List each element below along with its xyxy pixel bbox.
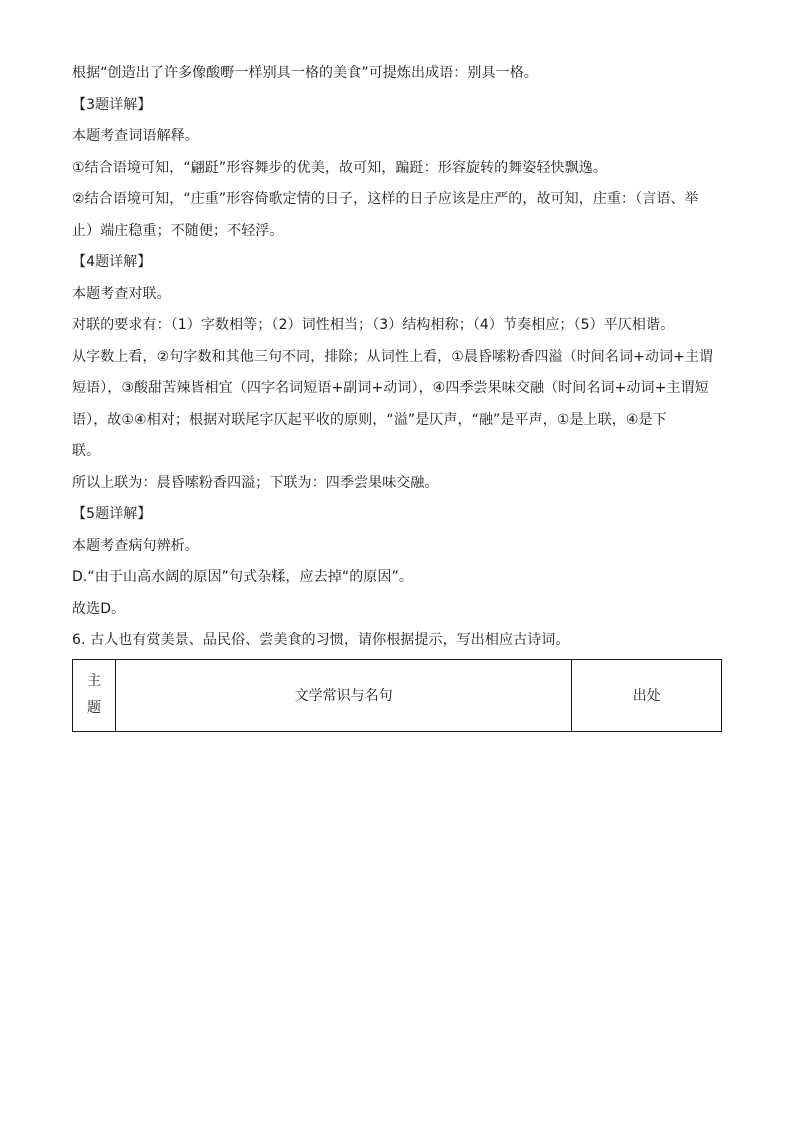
text-line-8: 本题考查对联。 bbox=[72, 285, 171, 302]
knowledge-header-cell: 文学常识与名句 bbox=[115, 659, 572, 731]
text-line-4: ①结合语境可知，“翩跹”形容舞步的优美，故可知，蹁跹：形容旋转的舞姿轻快飘逸。 bbox=[72, 159, 607, 176]
text-line-9: 对联的要求有：（1）字数相等；（2）词性相当；（3）结构相称；（4）节奏相应；（5）平仄相谐。 bbox=[72, 317, 675, 333]
poetry-table bbox=[72, 659, 722, 732]
theme-header-char-1: 主 bbox=[86, 673, 101, 689]
question-6-prompt: 6. 古人也有赏美景、品民俗、尝美食的习惯，请你根据提示，写出相应古诗词。 bbox=[72, 632, 570, 648]
document-page bbox=[72, 58, 722, 732]
section-heading-q4: 【4题详解】 bbox=[72, 254, 152, 270]
theme-header-char-2: 题 bbox=[86, 700, 101, 716]
text-line-10: 从字数上看，②句字数和其他三句不同，排除；从词性上看，①晨昏嗦粉香四溢（时间名词+动词+主谓 bbox=[72, 348, 714, 365]
text-line-17: D.“由于山高水阔的原因”句式杂糅，应去掉“的原因”。 bbox=[72, 569, 413, 585]
section-heading-q5: 【5题详解】 bbox=[72, 506, 152, 522]
source-header-cell: 出处 bbox=[572, 659, 722, 731]
theme-header-cell bbox=[73, 659, 116, 731]
text-line-3: 本题考查词语解释。 bbox=[72, 128, 199, 144]
text-line-13: 联。 bbox=[72, 443, 101, 459]
text-line-12: 语），故①④相对；根据对联尾字仄起平收的原则，“溢”是仄声，“融”是平声，①是上联，④是下 bbox=[72, 411, 667, 428]
text-line-18: 故选D。 bbox=[72, 600, 126, 617]
table-header-row bbox=[73, 659, 722, 731]
text-line-11: 短语），③酸甜苦辣皆相宜（四字名词短语+副词+动词），④四季尝果味交融（时间名词+动词+主谓短 bbox=[72, 380, 709, 396]
text-line-6: 止）端庄稳重；不随便；不轻浮。 bbox=[72, 222, 284, 239]
text-line-1: 根据“创造出了许多像酸嘢一样别具一格的美食”可提炼出成语：别具一格。 bbox=[72, 65, 538, 81]
section-heading-q3: 【3题详解】 bbox=[72, 96, 152, 113]
text-line-16: 本题考查病句辨析。 bbox=[72, 537, 199, 554]
text-line-5: ②结合语境可知，“庄重”形容倚歌定情的日子，这样的日子应该是庄严的，故可知，庄重：（言语、举 bbox=[72, 191, 699, 207]
text-line-14: 所以上联为：晨昏嗦粉香四溢；下联为：四季尝果味交融。 bbox=[72, 474, 439, 491]
